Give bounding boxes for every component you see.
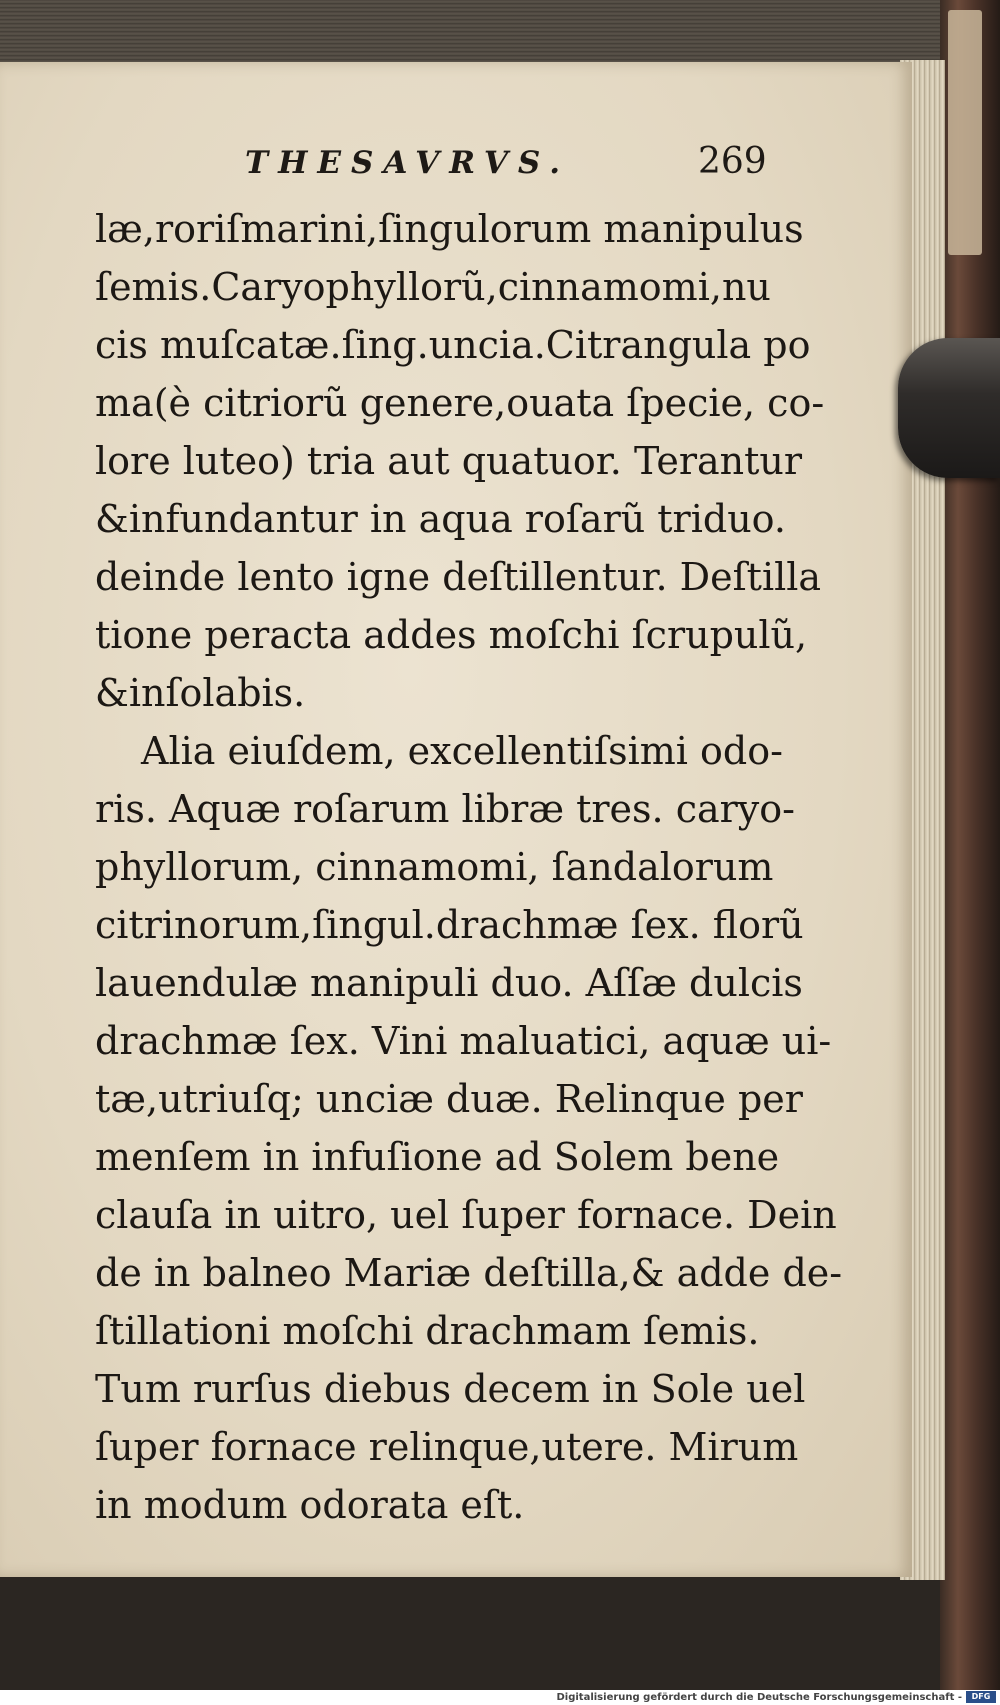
dfg-logo: DFG — [966, 1691, 996, 1703]
book-top-edge — [0, 0, 945, 70]
text-line: ſtillationi moſchi drachmam ſemis. — [95, 1309, 760, 1353]
text-line: lauendulæ manipuli duo. Aſſæ dulcis — [95, 961, 803, 1005]
page-number: 269 — [698, 141, 767, 182]
text-line: tione peracta addes moſchi ſcrupulũ, — [95, 613, 808, 657]
text-line: citrinorum,ſingul.drachmæ ſex. florũ — [95, 903, 804, 947]
cover-label — [948, 10, 982, 255]
text-line: menſem in infuſione ad Solem bene — [95, 1135, 780, 1179]
text-line: læ,roriſmarini,ſingulorum manipulus — [95, 207, 804, 251]
text-line: de in balneo Mariæ deſtilla,& adde de- — [95, 1251, 843, 1295]
text-line: ſemis.Caryophyllorũ,cinnamomi,nu — [95, 265, 771, 309]
text-line: ma(è citriorũ genere,ouata ſpecie, co- — [95, 381, 825, 425]
text-line: deinde lento igne deſtillentur. Deſtilla — [95, 555, 822, 599]
page-header — [0, 141, 912, 205]
page-clip — [898, 338, 1000, 478]
text-line: &inſolabis. — [95, 671, 306, 715]
text-line: Alia eiuſdem, excellentiſsimi odo- — [141, 729, 783, 773]
text-line: ſuper fornace relinque,utere. Mirum — [95, 1425, 799, 1469]
text-line: tæ,utriuſq; unciæ duæ. Relinque per — [95, 1077, 803, 1121]
text-line: in modum odorata eſt. — [95, 1483, 525, 1527]
running-title: THESAVRVS. — [245, 145, 571, 181]
text-line: drachmæ ſex. Vini maluatici, aquæ ui- — [95, 1019, 832, 1063]
text-line: &infundantur in aqua roſarũ triduo. — [95, 497, 786, 541]
footer-credit: Digitalisierung gefördert durch die Deutsche Forschungsgemeinschaft - — [556, 1692, 962, 1703]
text-line: lore luteo) tria aut quatuor. Terantur — [95, 439, 803, 483]
text-line: cis muſcatæ.ſing.uncia.Citrangula po — [95, 323, 811, 367]
digitization-footer — [0, 1690, 1000, 1705]
text-line: ris. Aquæ roſarum libræ tres. caryo- — [95, 787, 795, 831]
text-line: clauſa in uitro, uel ſuper fornace. Dein — [95, 1193, 837, 1237]
body-text — [95, 200, 843, 1534]
book-cover — [940, 0, 1000, 1705]
text-line: Tum rurſus diebus decem in Sole uel — [95, 1367, 806, 1411]
text-line: phyllorum, cinnamomi, ſandalorum — [95, 845, 774, 889]
